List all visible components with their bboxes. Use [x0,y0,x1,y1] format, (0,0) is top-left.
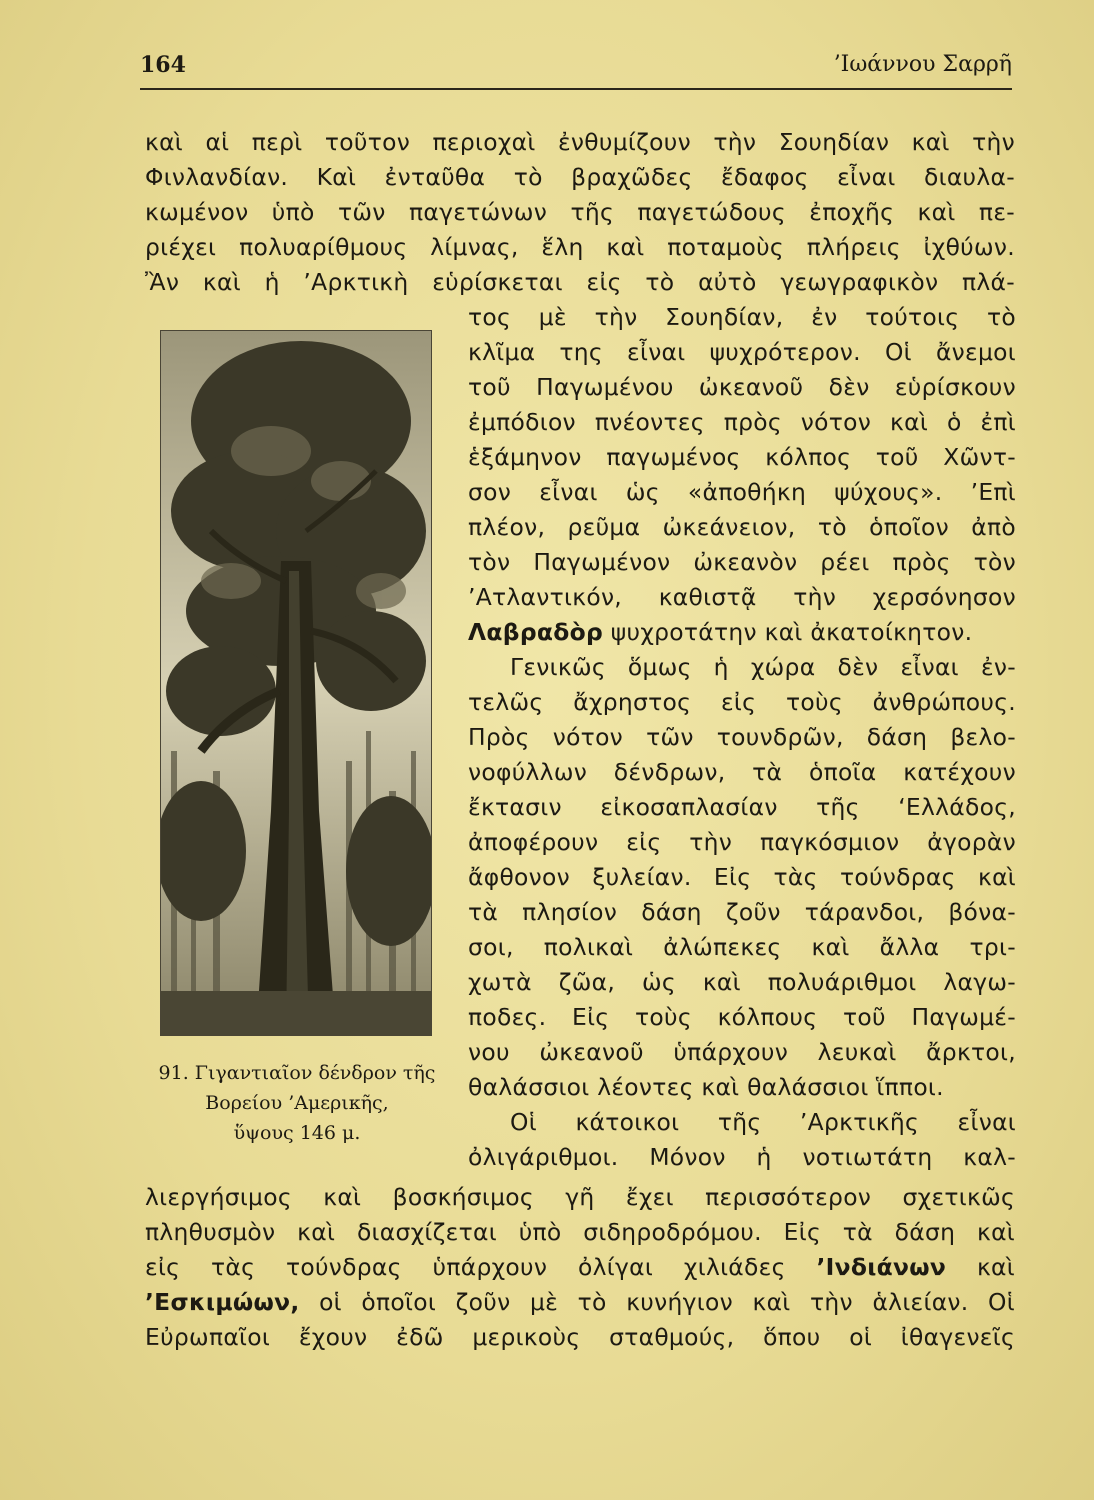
figure-caption-line: Βορείου ’Αμερικῆς, [205,1092,389,1114]
text-line: κλῖμα της εἶναι ψυχρότερον. Οἱ ἄνεμοι [468,338,1016,366]
text-line: Λαβραδὸρ ψυχροτάτην καὶ ἀκατοίκητον. [468,618,973,646]
text-line: σον εἶναι ὡς «ἀποθήκη ψύχους». ’Επὶ [468,478,1016,506]
bold-indians: ’Ινδιάνων [816,1253,947,1281]
bold-labrador: Λαβραδὸρ [468,618,604,646]
text-line: ἐμπόδιον πνέοντες πρὸς νότον καὶ ὁ ἐπὶ [468,408,1016,436]
text-line: λιεργήσιμος καὶ βοσκήσιμος γῆ ἔχει περισσότερον σχετικῶς [145,1183,1015,1211]
tree-photo [160,330,432,1036]
text-line: σοι, πολικαὶ ἀλώπεκες καὶ ἄλλα τρι- [468,933,1016,961]
text-line: Γενικῶς ὅμως ἡ χώρα δὲν εἶναι ἐν- [510,653,1016,681]
text-line: νοφύλλων δένδρων, τὰ ὁποῖα κατέχουν [468,758,1016,786]
figure-caption-line: 91. Γιγαντιαῖον δένδρον τῆς [158,1062,436,1084]
text-line: Οἱ κάτοικοι τῆς ’Αρκτικῆς εἶναι [510,1108,1016,1136]
text-line: τὰ πλησίον δάση ζοῦν τάρανδοι, βόνα- [468,898,1016,926]
text-line: καὶ αἱ περὶ τοῦτον περιοχαὶ ἐνθυμίζουν τὴν Σουηδίαν καὶ τὴν [145,128,1015,156]
text-line: τὸν Παγωμένον ὠκεανὸν ρέει πρὸς τὸν [468,548,1016,576]
text-line: θαλάσσιοι λέοντες καὶ θαλάσσιοι ἵπποι. [468,1073,944,1101]
text-line: ἑξάμηνον παγωμένος κόλπος τοῦ Χῶντ- [468,443,1016,471]
text-line: ριέχει πολυαρίθμους λίμνας, ἕλη καὶ ποταμοὺς πλήρεις ἰχθύων. [145,233,1015,261]
text-line: Φινλανδίαν. Καὶ ἐνταῦθα τὸ βραχῶδες ἔδαφος εἶναι διαυλα- [145,163,1015,191]
page-header [140,52,1012,92]
text-line: Πρὸς νότον τῶν τουνδρῶν, δάση βελο- [468,723,1016,751]
text-line: ’Ατλαντικόν, καθιστᾷ τὴν χερσόνησον [468,583,1016,611]
page-number: 164 [140,52,186,78]
bold-eskimos: ’Εσκιμώων, [145,1288,300,1316]
text-line: ἀποφέρουν εἰς τὴν παγκόσμιον ἀγορὰν [468,828,1016,856]
figure-caption-line: ὕψους 146 μ. [233,1122,361,1144]
text-line: τος μὲ τὴν Σουηδίαν, ἐν τούτοις τὸ [468,303,1016,331]
text-line: κωμένον ὑπὸ τῶν παγετώνων τῆς παγετώδους ἐποχῆς καὶ πε- [145,198,1015,226]
text-line: ποδες. Εἰς τοὺς κόλπους τοῦ Παγωμέ- [468,1003,1016,1031]
text-line: εἰς τὰς τούνδρας ὑπάρχουν ὀλίγαι χιλιάδες ’Ινδιάνων καὶ [145,1253,1015,1281]
text-line: Εὐρωπαῖοι ἔχουν ἐδῶ μερικοὺς σταθμούς, ὅπου οἱ ἰθαγενεῖς [145,1323,1015,1351]
text-line: ὀλιγάριθμοι. Μόνον ἡ νοτιωτάτη καλ- [468,1143,1016,1171]
text-line: τελῶς ἄχρηστος εἰς τοὺς ἀνθρώπους. [468,688,1016,716]
text-line: ἄφθονον ξυλείαν. Εἰς τὰς τούνδρας καὶ [468,863,1016,891]
text-line: νου ὠκεανοῦ ὑπάρχουν λευκαὶ ἄρκτοι, [468,1038,1016,1066]
header-rule [140,88,1012,90]
text-line: χωτὰ ζῶα, ὡς καὶ πολυάριθμοι λαγω- [468,968,1016,996]
text-line: Ἂν καὶ ἡ ’Αρκτικὴ εὑρίσκεται εἰς τὸ αὐτὸ γεωγραφικὸν πλά- [145,268,1015,296]
text-line: ’Εσκιμώων, οἱ ὁποῖοι ζοῦν μὲ τὸ κυνήγιον καὶ τὴν ἁλιείαν. Οἱ [145,1288,1015,1316]
text-line: πλέον, ρεῦμα ὠκεάνειον, τὸ ὁποῖον ἀπὸ [468,513,1016,541]
running-head: ’Ιωάννου Σαρρῆ [833,52,1012,77]
text-line: πληθυσμὸν καὶ διασχίζεται ὑπὸ σιδηροδρόμου. Εἰς τὰ δάση καὶ [145,1218,1015,1246]
text-line: τοῦ Παγωμένου ὠκεανοῦ δὲν εὑρίσκουν [468,373,1016,401]
text-line: ἔκτασιν εἰκοσαπλασίαν τῆς ‘Ελλάδος, [468,793,1016,821]
